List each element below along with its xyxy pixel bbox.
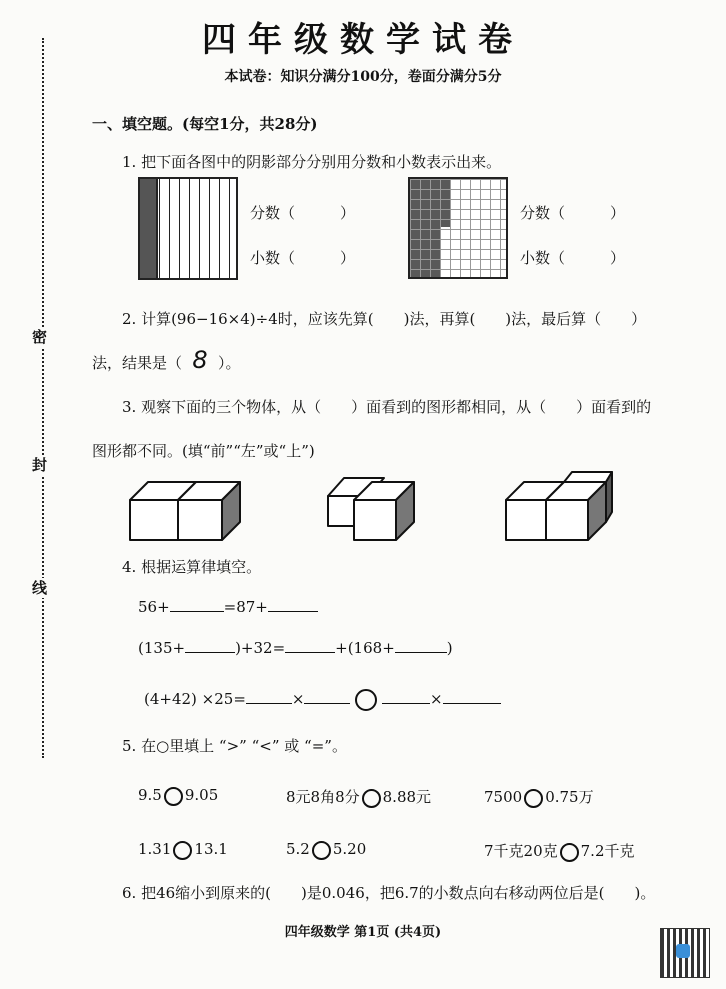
q4-eq2-blank3[interactable] — [395, 652, 447, 653]
q1-text: 1. 把下面各图中的阴影部分分别用分数和小数表示出来。 — [122, 153, 502, 171]
q4-eq2-blank2[interactable] — [285, 652, 335, 653]
seal-char-mi: 密 — [32, 328, 48, 346]
page-subtitle: 本试卷：知识分满分100分，卷面分满分5分 — [224, 69, 502, 85]
q5-item-1-left: 9.5 — [138, 786, 162, 804]
q1-fraction-label-2: 分数（ ） — [520, 204, 626, 222]
q5-item-4-circle[interactable] — [173, 841, 192, 860]
q5-item-3-left: 7500 — [484, 788, 523, 806]
q5-item-5-right: 5.20 — [332, 840, 367, 858]
q5-item-6-left: 7千克20克 — [484, 842, 558, 860]
q4-eq3 — [144, 689, 501, 711]
q4-heading: 4. 根据运算律填空。 — [122, 558, 262, 576]
q4-eq2-blank1[interactable] — [185, 652, 235, 653]
q5-item-2-left: 8元8角8分 — [286, 788, 360, 806]
q4-eq2-part4: ) — [446, 639, 453, 657]
q1-fraction-label-1: 分数（ ） — [250, 204, 356, 222]
q5-item-2 — [286, 786, 431, 808]
q1-decimal-label-1: 小数（ ） — [250, 249, 356, 267]
q4-eq1 — [138, 598, 318, 616]
q5-item-1-circle[interactable] — [164, 787, 183, 806]
q5-item-1 — [138, 786, 218, 806]
q5-item-3 — [484, 786, 594, 808]
q5-item-1-right: 9.05 — [184, 786, 219, 804]
q4-eq2-part1: (135+ — [138, 639, 186, 657]
cube-object-2 — [328, 478, 414, 540]
q5-item-5-left: 5.2 — [286, 840, 310, 858]
grid-lines-overlay — [408, 177, 508, 279]
q5-item-6-circle[interactable] — [560, 843, 579, 862]
q4-eq3-blank2[interactable] — [304, 703, 350, 704]
q4-eq2-part2: )+32= — [235, 639, 286, 657]
seal-char-xian: 线 — [32, 579, 48, 597]
q4-eq3-blank3[interactable] — [382, 703, 430, 704]
q5-item-4 — [138, 840, 228, 860]
q4-eq1-part1: 56+ — [138, 598, 170, 616]
section-heading: 一、填空题。(每空1分，共28分) — [92, 115, 318, 133]
striped-rectangle-shaded-part — [138, 177, 158, 280]
q4-eq2-part3: +(168+ — [335, 639, 395, 657]
q4-eq3-compare-circle[interactable] — [355, 689, 377, 711]
q4-eq3-blank4[interactable] — [443, 703, 501, 704]
q5-item-5-circle[interactable] — [312, 841, 331, 860]
q5-item-6 — [484, 840, 635, 862]
q2-line1: 2. 计算(96−16×4)÷4时，应该先算( )法，再算( )法，最后算（ ） — [122, 310, 647, 328]
q5-item-3-circle[interactable] — [524, 789, 543, 808]
q4-eq3-times1: × — [291, 690, 305, 708]
q2-line2 — [92, 346, 241, 374]
q5-item-5 — [286, 840, 366, 860]
q2-line2-start: 法，结果是（ — [92, 354, 183, 372]
q4-eq3-blank1[interactable] — [246, 703, 292, 704]
q3-line2: 图形都不同。(填“前”“左”或“上”) — [92, 442, 315, 460]
cube-object-3 — [506, 472, 612, 540]
q4-eq2 — [138, 639, 453, 657]
q4-eq3-times2: × — [430, 690, 443, 708]
q5-item-2-right: 8.88元 — [382, 788, 432, 806]
q4-eq1-blank2[interactable] — [268, 611, 318, 612]
q3-line1: 3. 观察下面的三个物体，从（ ）面看到的图形都相同，从（ ）面看到的 — [122, 398, 652, 416]
q4-eq1-blank1[interactable] — [170, 611, 224, 612]
q2-line2-end: ）。 — [218, 354, 241, 372]
page-title: 四年级数学试卷 — [202, 20, 524, 60]
page-footer: 四年级数学 第1页 (共4页) — [284, 925, 442, 940]
q1-decimal-label-2: 小数（ ） — [520, 249, 626, 267]
seal-dotted-line — [42, 38, 44, 758]
q6-text: 6. 把46缩小到原来的( )是0.046，把6.7的小数点向右移动两位后是( )。 — [122, 884, 656, 902]
q5-item-4-right: 13.1 — [194, 840, 228, 858]
q5-item-6-right: 7.2千克 — [580, 842, 635, 860]
seal-char-feng: 封 — [32, 456, 48, 474]
q5-heading: 5. 在○里填上 “>” “<” 或 “=”。 — [122, 737, 347, 755]
q5-item-3-right: 0.75万 — [545, 788, 594, 806]
q4-eq3-part1: (4+42) ×25= — [144, 690, 246, 708]
q5-item-2-circle[interactable] — [362, 789, 381, 808]
cube-figures — [120, 468, 680, 546]
cube-object-1 — [130, 482, 240, 540]
q2-handwritten-answer: 8 — [192, 346, 208, 374]
q4-eq1-part2: =87+ — [223, 598, 268, 616]
qr-code-center-icon — [676, 944, 690, 958]
q5-item-4-left: 1.31 — [138, 840, 172, 858]
